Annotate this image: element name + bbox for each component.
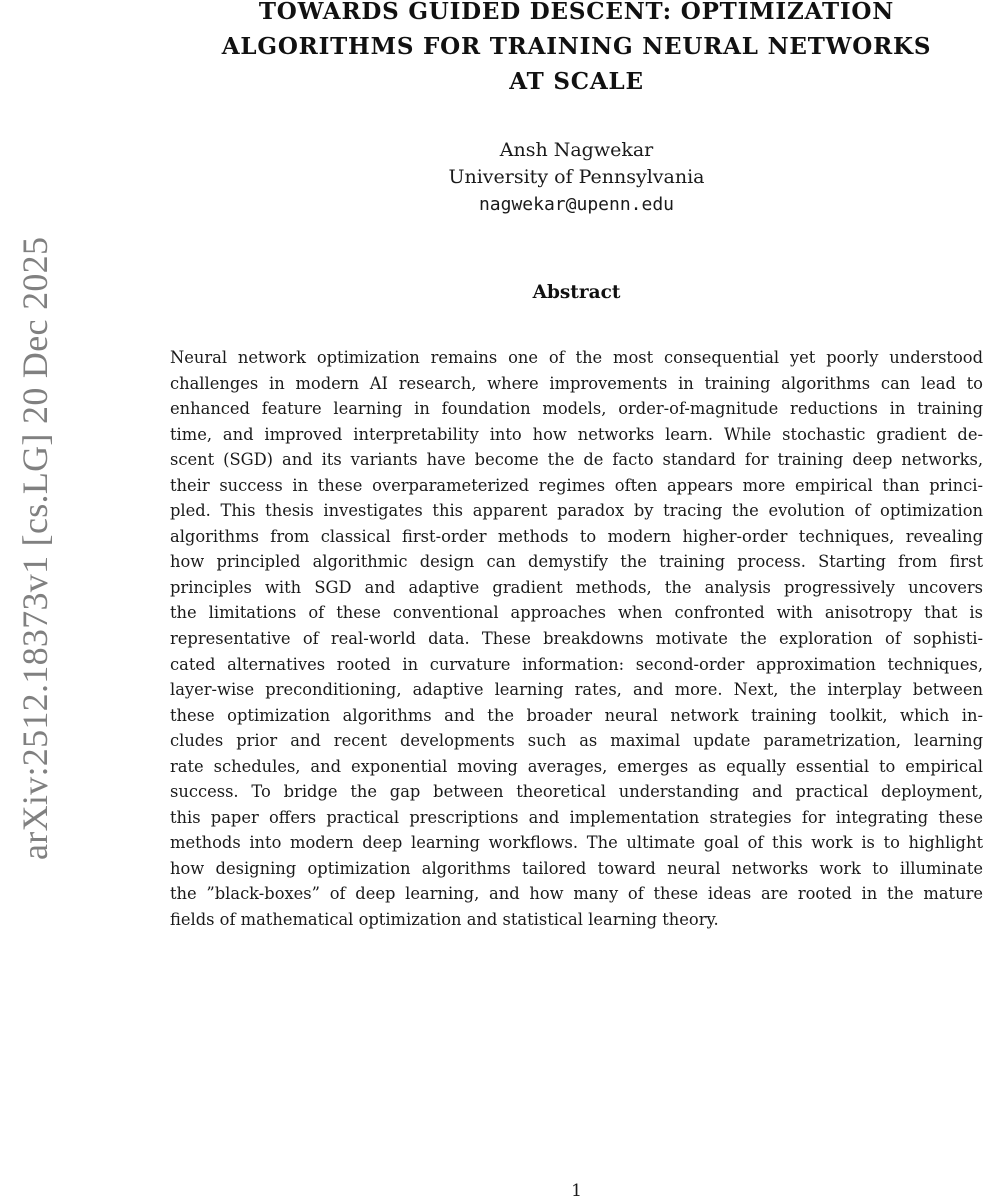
title-line: AT SCALE <box>509 68 644 95</box>
abstract-line: cludes prior and recent developments such as maximal update parametrization, learning <box>170 731 983 751</box>
abstract-line: pled. This thesis investigates this apparent paradox by tracing the evolution of optimization <box>170 501 983 521</box>
abstract-line: time, and improved interpretability into how networks learn. While stochastic gradient de- <box>170 424 983 444</box>
abstract-line: cated alternatives rooted in curvature information: second-order approximation techniques, <box>170 654 983 674</box>
paper-title <box>170 0 983 99</box>
abstract-line: these optimization algorithms and the broader neural network training toolkit, which in- <box>170 705 983 725</box>
title-line: TOWARDS GUIDED DESCENT: OPTIMIZATION <box>258 0 895 25</box>
author-email: nagwekar@upenn.edu <box>478 194 675 215</box>
abstract-line: the limitations of these conventional approaches when confronted with anisotropy that is <box>170 603 983 623</box>
page-number: 1 <box>571 1181 582 1201</box>
abstract-line: enhanced feature learning in foundation models, order-of-magnitude reductions in training <box>170 399 983 419</box>
author-name: Ansh Nagwekar <box>499 139 654 161</box>
abstract-line: algorithms from classical first-order methods to modern higher-order techniques, revealing <box>170 526 983 546</box>
abstract-line: how principled algorithmic design can demystify the training process. Starting from first <box>170 552 983 572</box>
abstract-line: Neural network optimization remains one of the most consequential yet poorly understood <box>170 348 983 367</box>
abstract-line: the ”black-boxes” of deep learning, and how many of these ideas are rooted in the mature <box>170 884 983 904</box>
abstract-line: how designing optimization algorithms tailored toward neural networks work to illuminate <box>170 858 983 878</box>
abstract-line: representative of real-world data. These breakdowns motivate the exploration of sophisti- <box>170 629 983 649</box>
arxiv-identifier-stamp: arXiv:2512.18373v1 [cs.LG] 20 Dec 2025 <box>15 236 55 860</box>
abstract-line: their success in these overparameterized regimes often appears more empirical than princi- <box>170 475 983 495</box>
abstract-line: scent (SGD) and its variants have become the de facto standard for training deep networks, <box>170 450 983 470</box>
abstract-line: success. To bridge the gap between theoretical understanding and practical deployment, <box>170 782 983 802</box>
title-line: ALGORITHMS FOR TRAINING NEURAL NETWORKS <box>221 33 932 60</box>
abstract-heading: Abstract <box>532 282 621 303</box>
abstract-line: rate schedules, and exponential moving averages, emerges as equally essential to empirical <box>170 756 983 776</box>
abstract-line: challenges in modern AI research, where improvements in training algorithms can lead to <box>170 373 983 393</box>
abstract-line: fields of mathematical optimization and statistical learning theory. <box>170 910 719 930</box>
author-block <box>170 137 983 218</box>
abstract-line: methods into modern deep learning workflows. The ultimate goal of this work is to highlight <box>170 833 983 853</box>
abstract-line: this paper offers practical prescriptions and implementation strategies for integrating these <box>170 807 983 827</box>
author-affiliation: University of Pennsylvania <box>448 166 705 188</box>
abstract-line: layer-wise preconditioning, adaptive learning rates, and more. Next, the interplay between <box>170 680 983 700</box>
abstract-body <box>170 345 983 933</box>
abstract-line: principles with SGD and adaptive gradient methods, the analysis progressively uncovers <box>170 577 983 597</box>
